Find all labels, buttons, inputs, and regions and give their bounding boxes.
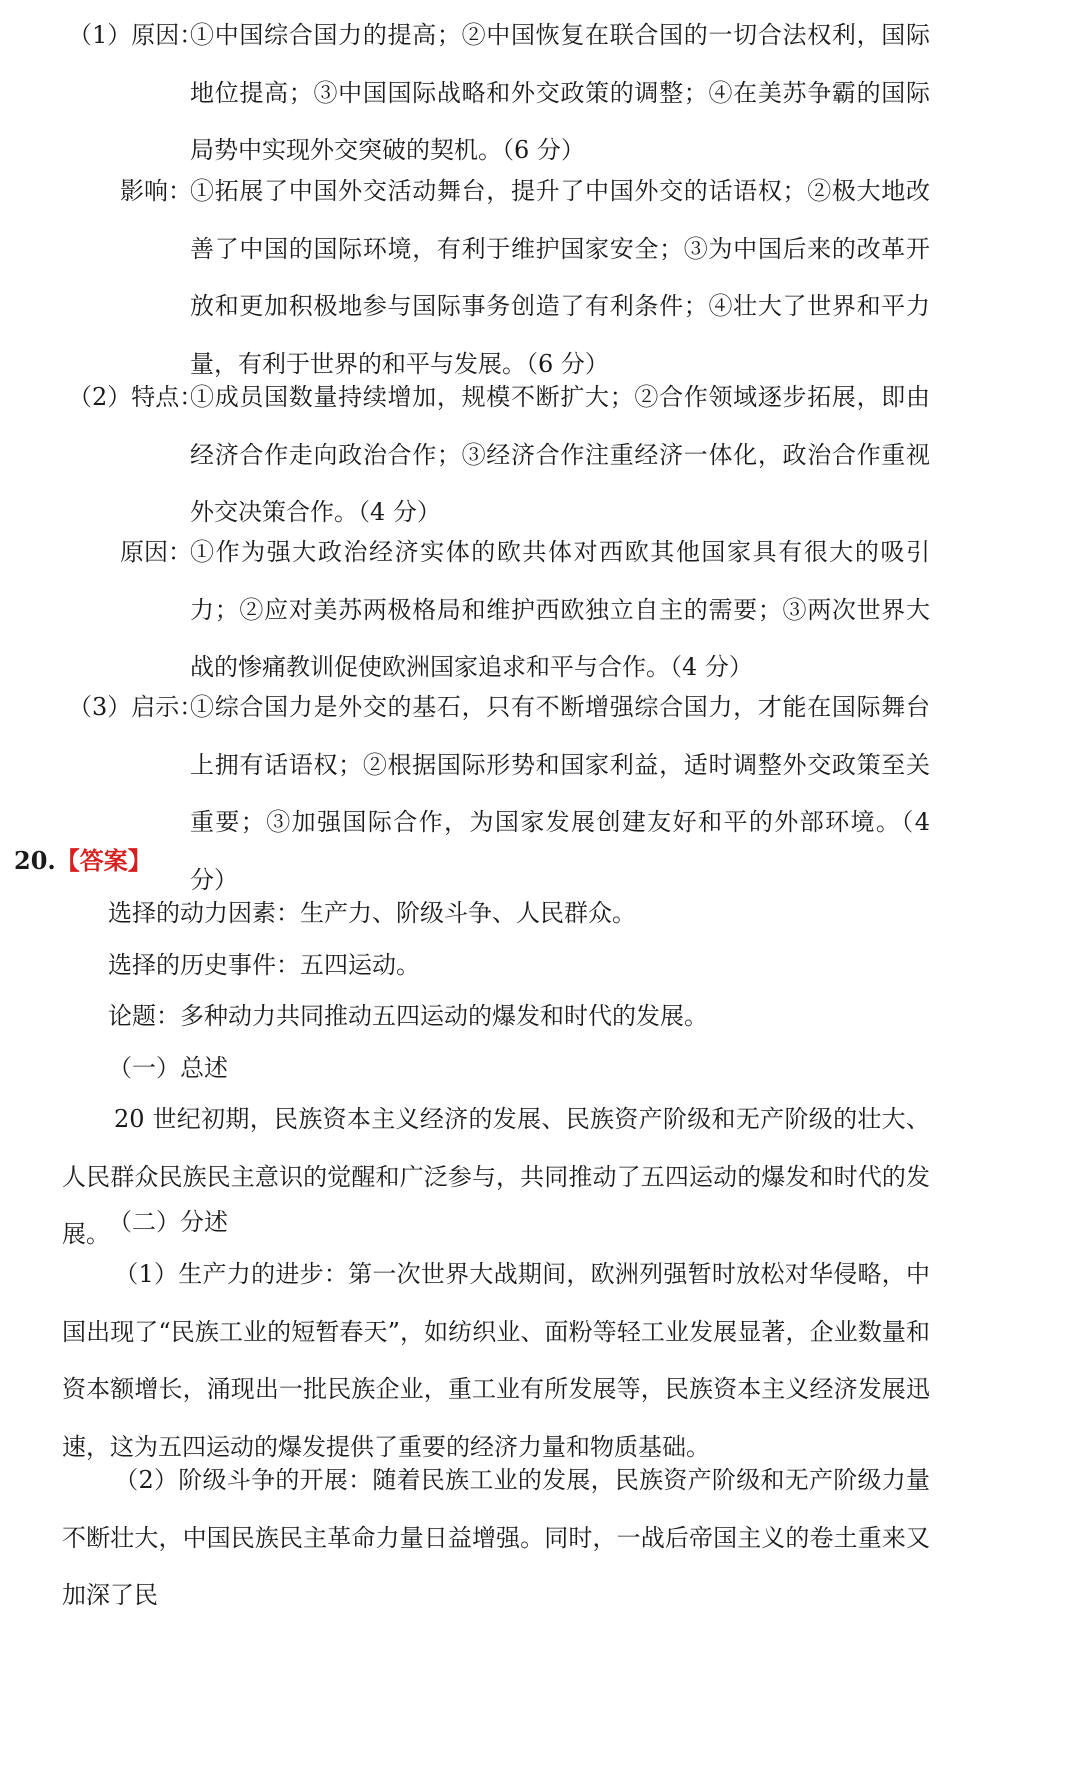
q20-overview-text: 20 世纪初期，民族资本主义经济的发展、民族资产阶级和无产阶级的壮大、人民群众民族民主意识的觉醒和广泛参与，共同推动了五四运动的爆发和时代的发展。 — [62, 1105, 930, 1248]
q19-part2-feature-label: （2）特点： — [68, 383, 204, 411]
q19-part1-impact-label: 影响： — [120, 177, 192, 205]
q19-part1-impact-text: ①拓展了中国外交活动舞台，提升了中国外交的话语权；②极大地改善了中国的国际环境，有利于维护国家安全；③为中国后来的改革开放和更加积极地参与国际事务创造了有利条件；④壮大了世界和平力量，有利于世界的和平与发展。（6 分） — [190, 177, 930, 378]
q19-part3-text: ①综合国力是外交的基石，只有不断增强综合国力，才能在国际舞台上拥有话语权；②根据国际形势和国家利益，适时调整外交政策至关重要；③加强国际合作，为国家发展创建友好和平的外部环境。（4 分） — [190, 693, 930, 894]
q20-detail-2-paragraph — [62, 1452, 930, 1625]
q19-part2-feature — [68, 369, 930, 542]
q20-header — [14, 832, 152, 891]
q20-thesis: 论题：多种动力共同推动五四运动的爆发和时代的发展。 — [108, 1002, 708, 1030]
q19-part3-insight — [68, 679, 930, 909]
q20-factors: 选择的动力因素：生产力、阶级斗争、人民群众。 — [108, 899, 636, 927]
q20-detail-2-text: （2）阶级斗争的开展：随着民族工业的发展，民族资产阶级和无产阶级力量不断壮大，中国民族民主革命力量日益增强。同时，一战后帝国主义的卷土重来又加深了民 — [62, 1466, 930, 1609]
answer-tag: 【答案】 — [55, 846, 152, 875]
q20-detail-1-text: （1）生产力的进步：第一次世界大战期间，欧洲列强暂时放松对华侵略，中国出现了“民族工业的短暂春天”，如纺织业、面粉等轻工业发展显著，企业数量和资本额增长，涌现出一批民族企业，重工业有所发展等，民族资本主义经济发展迅速，这为五四运动的爆发提供了重要的经济力量和物质基础。 — [62, 1260, 930, 1461]
q19-part2-reason-label: 原因： — [120, 538, 192, 566]
q19-part2-reason-text: ①作为强大政治经济实体的欧共体对西欧其他国家具有很大的吸引力；②应对美苏两极格局和维护西欧独立自主的需要；③两次世界大战的惨痛教训促使欧洲国家追求和平与合作。（4 分） — [190, 538, 930, 681]
q19-part2-reason — [120, 524, 930, 697]
q20-detail-heading: （二）分述 — [108, 1208, 228, 1236]
q20-number: 20. — [14, 846, 56, 875]
q19-part1-reason-text: ①中国综合国力的提高；②中国恢复在联合国的一切合法权利，国际地位提高；③中国国际战略和外交政策的调整；④在美苏争霸的国际局势中实现外交突破的契机。（6 分） — [190, 21, 930, 164]
q20-event: 选择的历史事件：五四运动。 — [108, 951, 420, 979]
q19-part1-reason — [68, 7, 930, 180]
q19-part1-reason-label: （1）原因： — [68, 21, 204, 49]
q19-part3-label: （3）启示： — [68, 693, 204, 721]
q20-overview-heading: （一）总述 — [108, 1054, 228, 1082]
q20-detail-1-paragraph — [62, 1246, 930, 1476]
q19-part1-impact — [120, 163, 930, 393]
q19-part2-feature-text: ①成员国数量持续增加，规模不断扩大；②合作领域逐步拓展，即由经济合作走向政治合作；③经济合作注重经济一体化，政治合作重视外交决策合作。（4 分） — [190, 383, 930, 526]
